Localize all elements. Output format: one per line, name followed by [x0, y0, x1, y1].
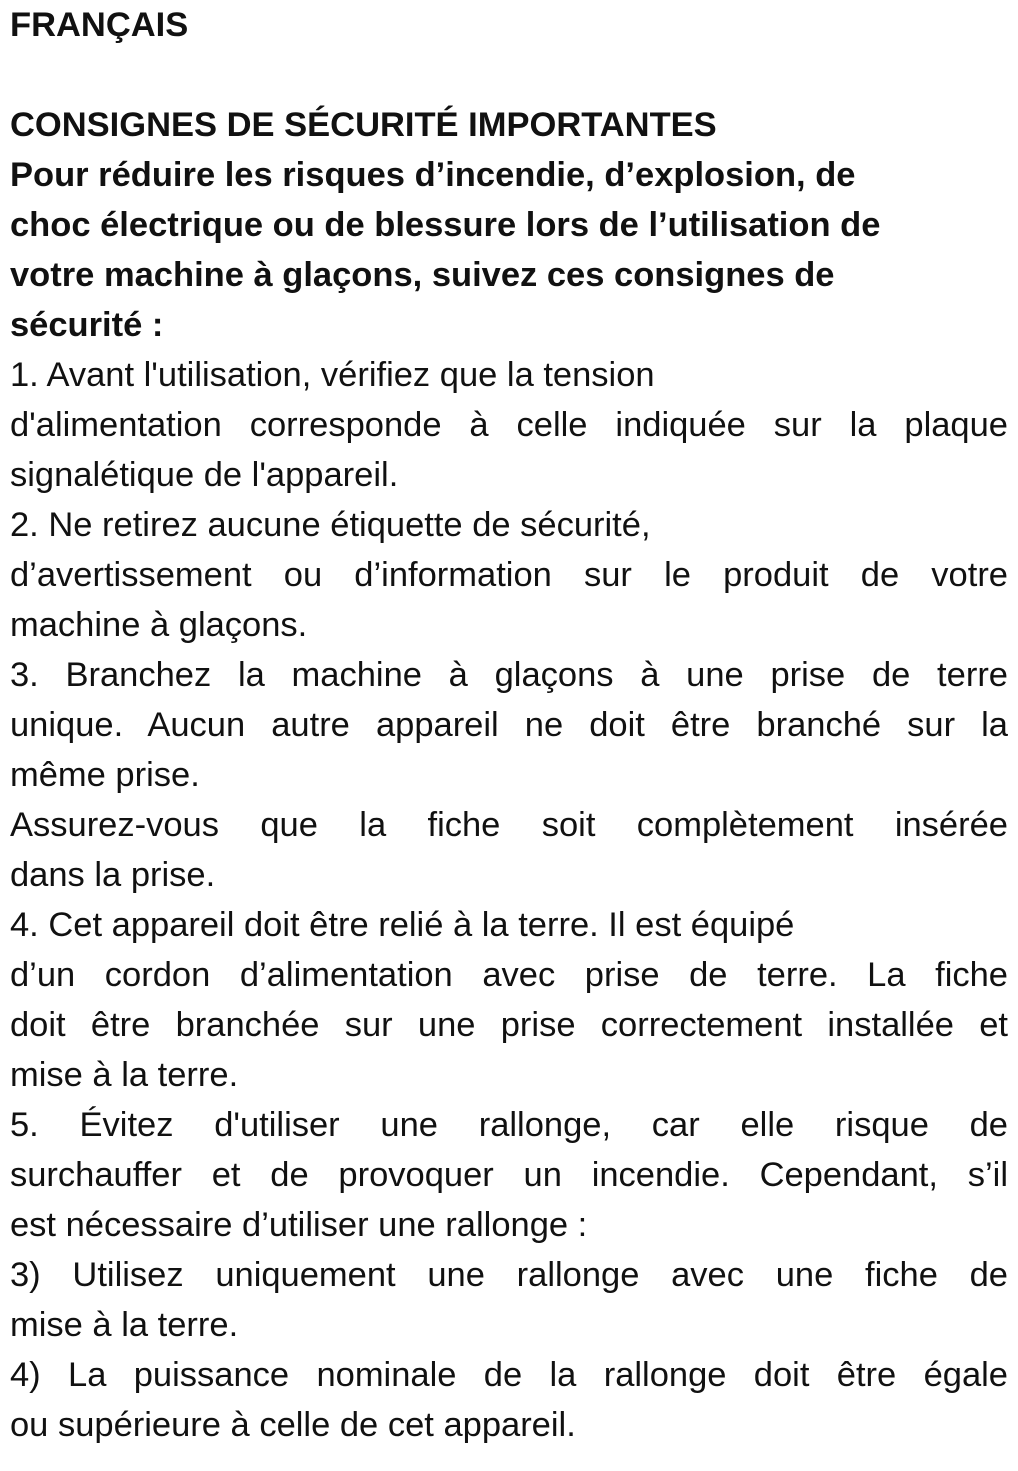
instruction-line: 3. Branchez la machine à glaçons à une prise de terre: [10, 656, 1008, 694]
safety-instructions: [10, 350, 1008, 1450]
instruction-line: d’un cordon d’alimentation avec prise de terre. La fiche: [10, 956, 1008, 994]
instruction-line: 5. Évitez d'utiliser une rallonge, car elle risque de: [10, 1106, 1008, 1144]
instruction-line: 1. Avant l'utilisation, vérifiez que la tension: [10, 356, 655, 394]
section-title: CONSIGNES DE SÉCURITÉ IMPORTANTES: [10, 106, 717, 144]
instruction-line: signalétique de l'appareil.: [10, 456, 399, 494]
instruction-line: doit être branchée sur une prise correctement installée et: [10, 1006, 1008, 1044]
instruction-line: 3) Utilisez uniquement une rallonge avec une fiche de: [10, 1256, 1008, 1294]
intro-line: choc électrique ou de blessure lors de l’utilisation de: [10, 206, 881, 244]
document-page: [10, 0, 1008, 1450]
instruction-line: mise à la terre.: [10, 1056, 239, 1094]
spacer: [10, 50, 1008, 100]
intro-line: votre machine à glaçons, suivez ces consignes de: [10, 256, 835, 294]
instruction-line: 4) La puissance nominale de la rallonge doit être égale: [10, 1356, 1008, 1394]
instruction-line: mise à la terre.: [10, 1306, 239, 1344]
instruction-line: ou supérieure à celle de cet appareil.: [10, 1406, 576, 1444]
instruction-line: 4. Cet appareil doit être relié à la terre. Il est équipé: [10, 906, 795, 944]
instruction-line: 2. Ne retirez aucune étiquette de sécurité,: [10, 506, 651, 544]
instruction-line: est nécessaire d’utiliser une rallonge :: [10, 1206, 588, 1244]
instruction-line: d’avertissement ou d’information sur le produit de votre: [10, 556, 1008, 594]
instruction-line: même prise.: [10, 756, 200, 794]
instruction-line: surchauffer et de provoquer un incendie. Cependant, s’il: [10, 1156, 1008, 1194]
instruction-line: Assurez-vous que la fiche soit complètement insérée: [10, 806, 1008, 844]
instruction-line: d'alimentation corresponde à celle indiquée sur la plaque: [10, 406, 1008, 444]
instruction-line: unique. Aucun autre appareil ne doit être branché sur la: [10, 706, 1008, 744]
language-heading: FRANÇAIS: [10, 6, 189, 44]
intro-line: Pour réduire les risques d’incendie, d’explosion, de: [10, 156, 856, 194]
intro-line: sécurité :: [10, 306, 164, 344]
instruction-line: dans la prise.: [10, 856, 216, 894]
instruction-line: machine à glaçons.: [10, 606, 308, 644]
intro-paragraph: [10, 150, 1008, 350]
